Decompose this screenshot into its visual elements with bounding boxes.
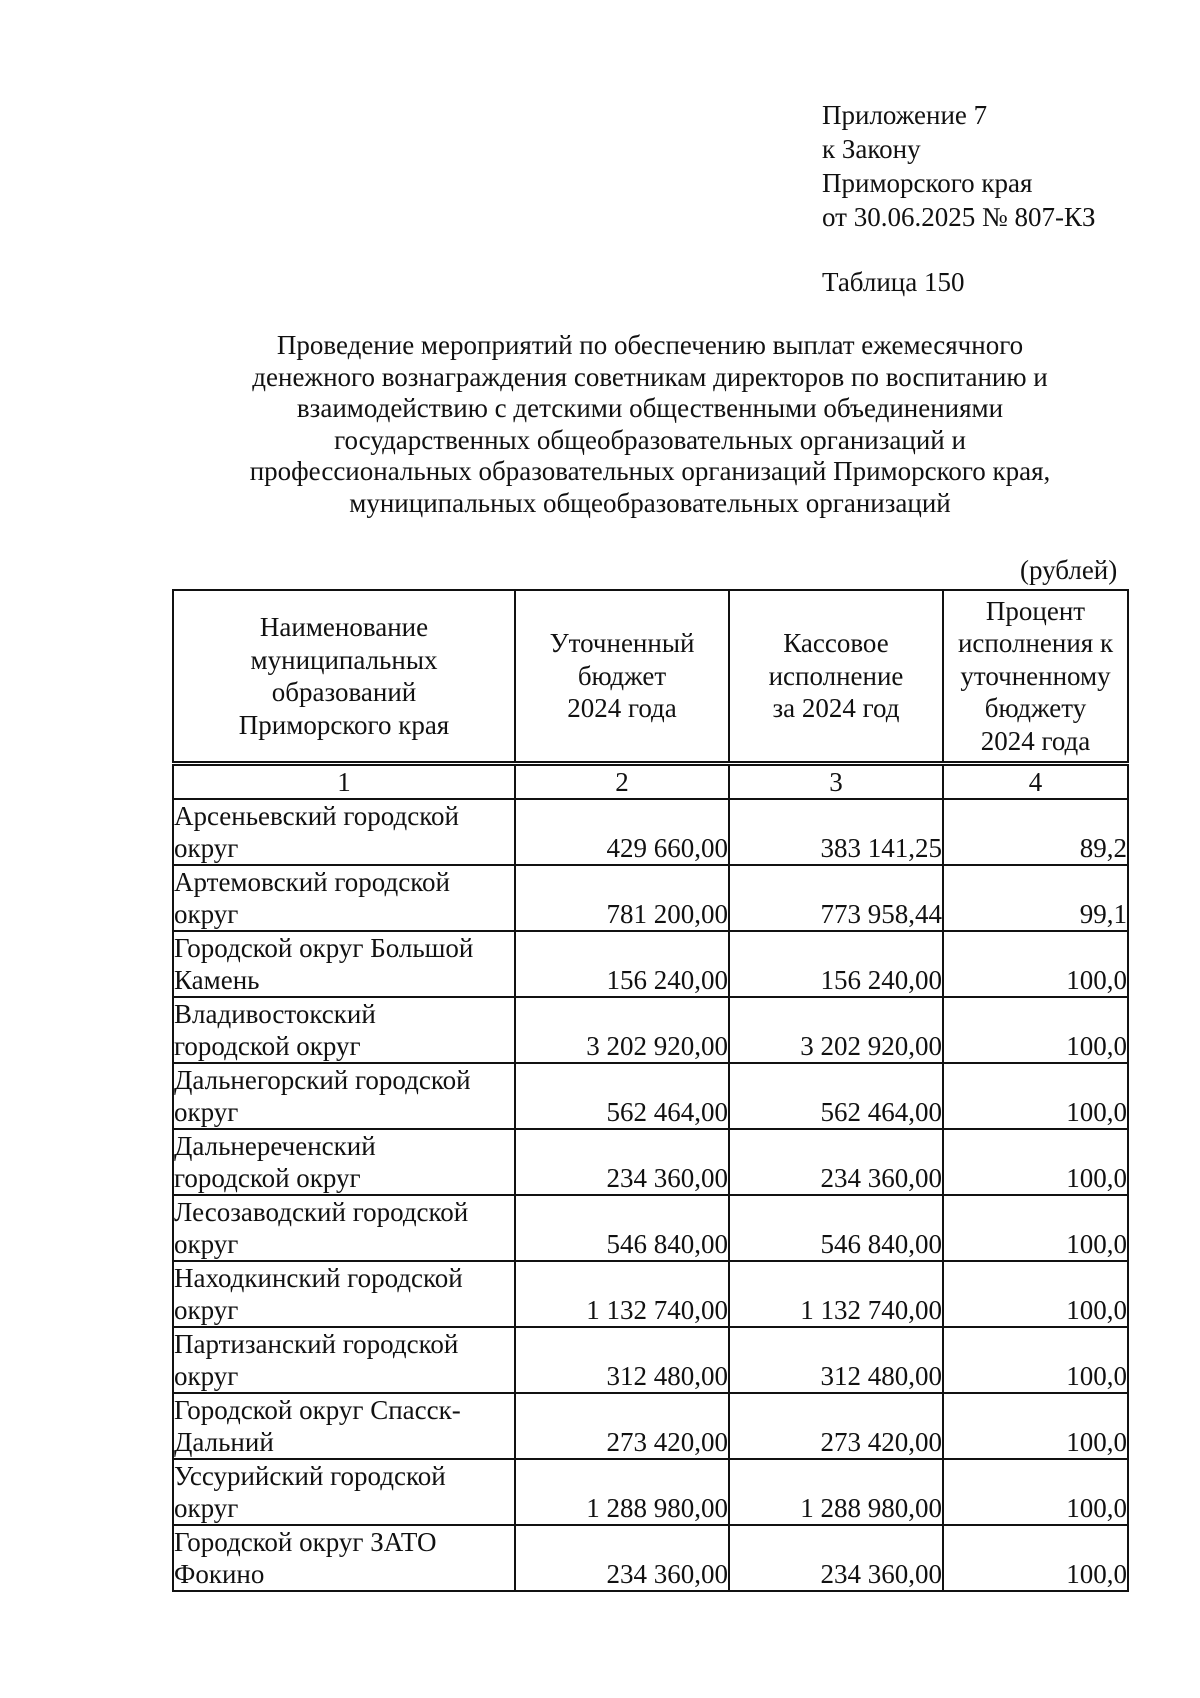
budget-value: 234 360,00 bbox=[515, 1525, 729, 1591]
column-number: 4 bbox=[943, 764, 1128, 800]
header-budget: Уточненный бюджет 2024 года bbox=[515, 590, 729, 764]
table-row bbox=[173, 1525, 1128, 1591]
percent-value: 100,0 bbox=[943, 1393, 1128, 1459]
budget-value: 562 464,00 bbox=[515, 1063, 729, 1129]
title-line: Проведение мероприятий по обеспечению выплат ежемесячного bbox=[276, 330, 1024, 360]
municipality-name-line: Артемовский городской bbox=[174, 867, 450, 897]
municipality-name-line: Дальний bbox=[174, 1427, 274, 1457]
column-number: 3 bbox=[729, 764, 943, 800]
municipality-name bbox=[173, 997, 515, 1063]
budget-value: 781 200,00 bbox=[515, 865, 729, 931]
budget-value: 429 660,00 bbox=[515, 799, 729, 865]
execution-value: 312 480,00 bbox=[729, 1327, 943, 1393]
municipality-name-line: городской округ bbox=[174, 1031, 361, 1061]
percent-value: 100,0 bbox=[943, 1525, 1128, 1591]
municipality-name bbox=[173, 1129, 515, 1195]
percent-value: 100,0 bbox=[943, 1459, 1128, 1525]
table-row bbox=[173, 1195, 1128, 1261]
table-row bbox=[173, 997, 1128, 1063]
municipality-name bbox=[173, 931, 515, 997]
municipality-name-line: Лесозаводский городской bbox=[174, 1197, 469, 1227]
title-line: государственных общеобразовательных организаций и bbox=[334, 424, 966, 455]
table-row bbox=[173, 1261, 1128, 1327]
municipality-name-line: округ bbox=[174, 1097, 239, 1127]
title-line: денежного вознаграждения советникам директоров по воспитанию и bbox=[252, 361, 1048, 392]
budget-value: 273 420,00 bbox=[515, 1393, 729, 1459]
budget-value: 1 288 980,00 bbox=[515, 1459, 729, 1525]
municipality-name-line: округ bbox=[174, 899, 239, 929]
percent-value: 100,0 bbox=[943, 1261, 1128, 1327]
percent-value: 100,0 bbox=[943, 1063, 1128, 1129]
municipality-name-line: Городской округ Спасск- bbox=[174, 1395, 461, 1425]
municipality-name-line: Городской округ ЗАТО bbox=[174, 1527, 437, 1557]
budget-value: 312 480,00 bbox=[515, 1327, 729, 1393]
table-row bbox=[173, 1393, 1128, 1459]
municipality-name bbox=[173, 1261, 515, 1327]
municipality-name-line: Камень bbox=[174, 965, 260, 995]
header-municipality: Наименование муниципальных образований Приморского края bbox=[173, 590, 515, 764]
execution-value: 3 202 920,00 bbox=[729, 997, 943, 1063]
municipality-name bbox=[173, 1393, 515, 1459]
execution-value: 156 240,00 bbox=[729, 931, 943, 997]
budget-value: 234 360,00 bbox=[515, 1129, 729, 1195]
execution-value: 1 288 980,00 bbox=[729, 1459, 943, 1525]
table-row bbox=[173, 1129, 1128, 1195]
units-label: (рублей) bbox=[1020, 555, 1118, 585]
execution-value: 562 464,00 bbox=[729, 1063, 943, 1129]
document-title bbox=[150, 330, 1150, 519]
title-line: муниципальных общеобразовательных организаций bbox=[349, 487, 951, 518]
header-execution: Кассовое исполнение за 2024 год bbox=[729, 590, 943, 764]
execution-value: 773 958,44 bbox=[729, 865, 943, 931]
municipality-name-line: Дальнегорский городской bbox=[174, 1065, 471, 1095]
budget-value: 546 840,00 bbox=[515, 1195, 729, 1261]
municipality-name bbox=[173, 1195, 515, 1261]
budget-table bbox=[172, 589, 1129, 1592]
column-number-row bbox=[173, 764, 1128, 800]
municipality-name bbox=[173, 1327, 515, 1393]
execution-value: 546 840,00 bbox=[729, 1195, 943, 1261]
budget-value: 156 240,00 bbox=[515, 931, 729, 997]
table-number: Таблица 150 bbox=[822, 267, 965, 297]
title-line: взаимодействию с детскими общественными объединениями bbox=[296, 393, 1004, 423]
table-row bbox=[173, 1063, 1128, 1129]
municipality-name bbox=[173, 799, 515, 865]
percent-value: 89,2 bbox=[943, 799, 1128, 865]
municipality-name-line: округ bbox=[174, 1493, 239, 1523]
municipality-name-line: округ bbox=[174, 833, 239, 863]
municipality-name-line: округ bbox=[174, 1361, 239, 1391]
appendix-block bbox=[822, 98, 1095, 234]
municipality-name-line: Партизанский городской bbox=[174, 1329, 459, 1359]
table-header-row bbox=[173, 590, 1128, 764]
table-body bbox=[173, 799, 1128, 1591]
appendix-line-3: Приморского края bbox=[822, 168, 1033, 198]
appendix-line-1: Приложение 7 bbox=[822, 100, 988, 130]
municipality-name-line: округ bbox=[174, 1295, 239, 1325]
municipality-name-line: Находкинский городской bbox=[174, 1263, 463, 1293]
execution-value: 1 132 740,00 bbox=[729, 1261, 943, 1327]
municipality-name-line: Владивостокский bbox=[174, 999, 376, 1029]
municipality-name bbox=[173, 1459, 515, 1525]
budget-value: 1 132 740,00 bbox=[515, 1261, 729, 1327]
table-row bbox=[173, 931, 1128, 997]
column-number: 1 bbox=[173, 764, 515, 800]
column-number: 2 bbox=[515, 764, 729, 800]
percent-value: 100,0 bbox=[943, 1129, 1128, 1195]
table-row bbox=[173, 865, 1128, 931]
municipality-name bbox=[173, 865, 515, 931]
execution-value: 383 141,25 bbox=[729, 799, 943, 865]
percent-value: 100,0 bbox=[943, 997, 1128, 1063]
percent-value: 100,0 bbox=[943, 1327, 1128, 1393]
execution-value: 234 360,00 bbox=[729, 1129, 943, 1195]
percent-value: 99,1 bbox=[943, 865, 1128, 931]
header-percent: Процент исполнения к уточненному бюджету 2024 года bbox=[943, 590, 1128, 764]
municipality-name-line: Дальнереченский bbox=[174, 1131, 376, 1161]
appendix-law-reference: от 30.06.2025 № 807-КЗ bbox=[822, 202, 1096, 232]
municipality-name-line: округ bbox=[174, 1229, 239, 1259]
execution-value: 273 420,00 bbox=[729, 1393, 943, 1459]
table-row bbox=[173, 1459, 1128, 1525]
municipality-name-line: Городской округ Большой bbox=[174, 933, 474, 963]
percent-value: 100,0 bbox=[943, 931, 1128, 997]
municipality-name-line: Арсеньевский городской bbox=[174, 801, 459, 831]
appendix-line-2: к Закону bbox=[822, 134, 921, 164]
execution-value: 234 360,00 bbox=[729, 1525, 943, 1591]
percent-value: 100,0 bbox=[943, 1195, 1128, 1261]
municipality-name-line: Фокино bbox=[174, 1559, 265, 1589]
title-line: профессиональных образовательных организаций Приморского края, bbox=[249, 456, 1051, 486]
budget-value: 3 202 920,00 bbox=[515, 997, 729, 1063]
table-row bbox=[173, 1327, 1128, 1393]
municipality-name bbox=[173, 1063, 515, 1129]
municipality-name-line: Уссурийский городской bbox=[174, 1461, 446, 1491]
municipality-name-line: городской округ bbox=[174, 1163, 361, 1193]
municipality-name bbox=[173, 1525, 515, 1591]
table-row bbox=[173, 799, 1128, 865]
